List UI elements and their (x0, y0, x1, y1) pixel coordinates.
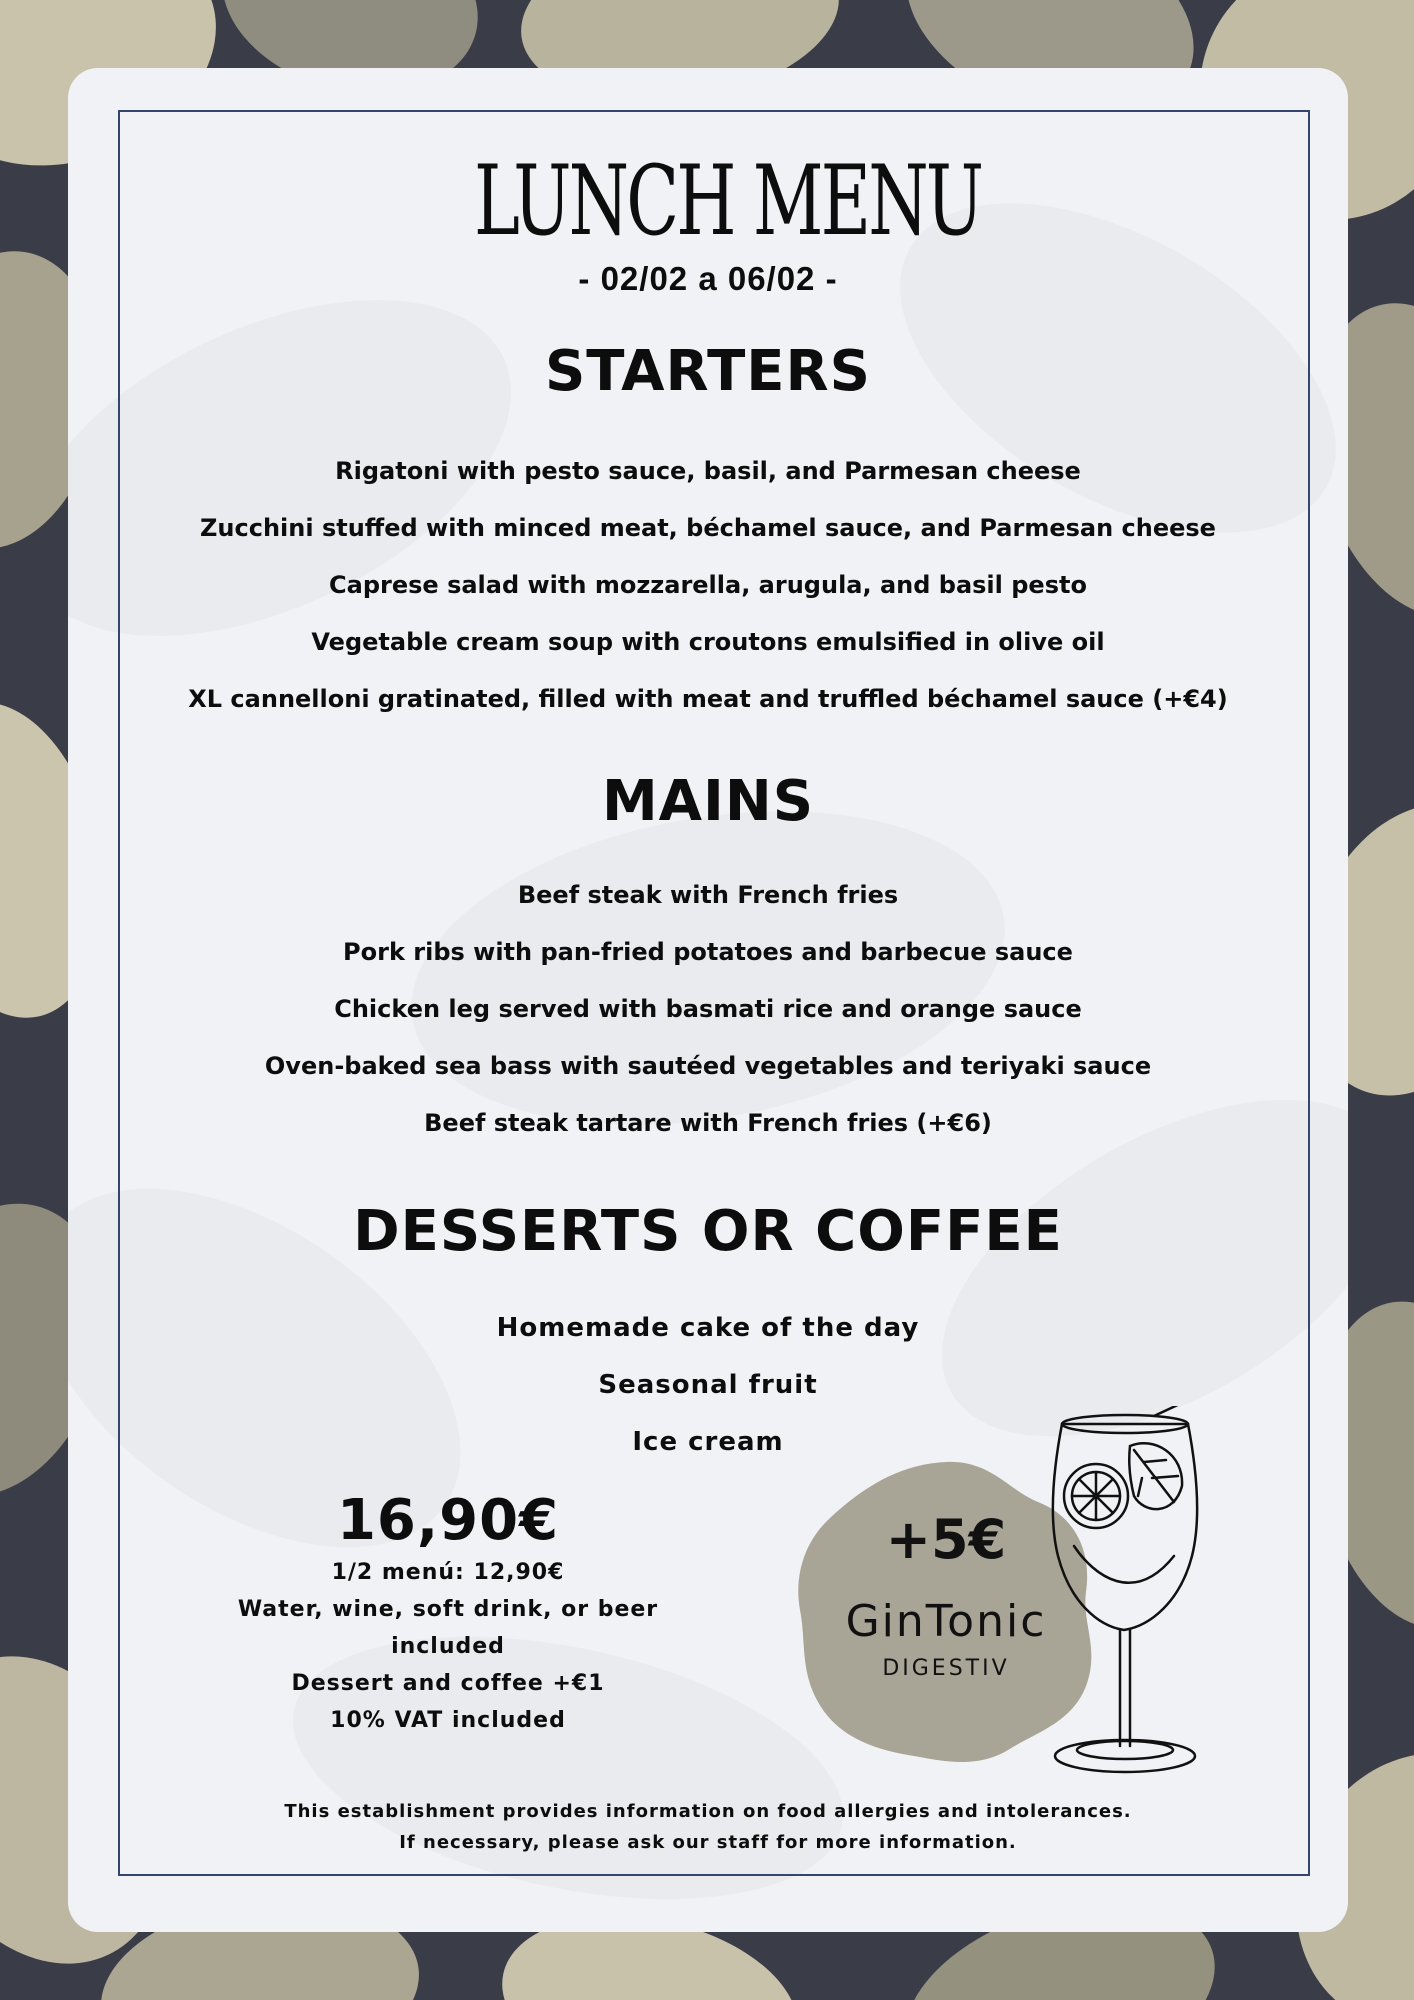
dessert-item: Homemade cake of the day (496, 1313, 920, 1343)
main-item: Beef steak tartare with French fries (+€6) (424, 1109, 992, 1137)
main-item: Oven-baked sea bass with sautéed vegetables and teriyaki sauce (264, 1052, 1152, 1080)
cocktail-glass-icon (1034, 1406, 1214, 1786)
starter-item: Vegetable cream soup with croutons emulsified in olive oil (311, 628, 1105, 656)
half-menu-price: 1/2 menú: 12,90€ (331, 1560, 565, 1585)
dessert-coffee-note: Dessert and coffee +€1 (291, 1671, 605, 1696)
menu-price: 16,90€ (336, 1488, 560, 1553)
allergy-notice-line-1: This establishment provides information on food allergies and intolerances. (284, 1801, 1132, 1822)
dessert-item: Ice cream (632, 1427, 784, 1457)
starter-item: Caprese salad with mozzarella, arugula, and basil pesto (329, 571, 1087, 599)
menu-dates: - 02/02 a 06/02 - (578, 260, 838, 297)
main-item: Chicken leg served with basmati rice and orange sauce (334, 995, 1082, 1023)
allergy-notice-line-2: If necessary, please ask our staff for more information. (399, 1832, 1017, 1853)
section-heading-desserts: DESSERTS OR COFFEE (353, 1199, 1063, 1264)
dessert-item: Seasonal fruit (598, 1370, 818, 1400)
starter-item: XL cannelloni gratinated, filled with meat and truffled béchamel sauce (+€4) (188, 685, 1228, 713)
main-item: Pork ribs with pan-fried potatoes and barbecue sauce (343, 938, 1073, 966)
section-heading-mains: MAINS (601, 769, 815, 834)
vat-note: 10% VAT included (330, 1708, 566, 1733)
badge-subtitle: DIGESTIV (882, 1656, 1010, 1681)
starter-item: Zucchini stuffed with minced meat, béchamel sauce, and Parmesan cheese (200, 514, 1216, 542)
menu-title: LUNCH MENU (474, 145, 982, 257)
price-block (198, 1488, 698, 1739)
drinks-included: Water, wine, soft drink, or beer included (237, 1597, 659, 1659)
main-item: Beef steak with French fries (517, 881, 899, 909)
badge-price: +5€ (885, 1508, 1007, 1571)
starter-item: Rigatoni with pesto sauce, basil, and Parmesan cheese (335, 457, 1081, 485)
section-heading-starters: STARTERS (544, 339, 872, 404)
menu-card (68, 68, 1348, 1932)
badge-name: GinTonic (845, 1596, 1047, 1647)
